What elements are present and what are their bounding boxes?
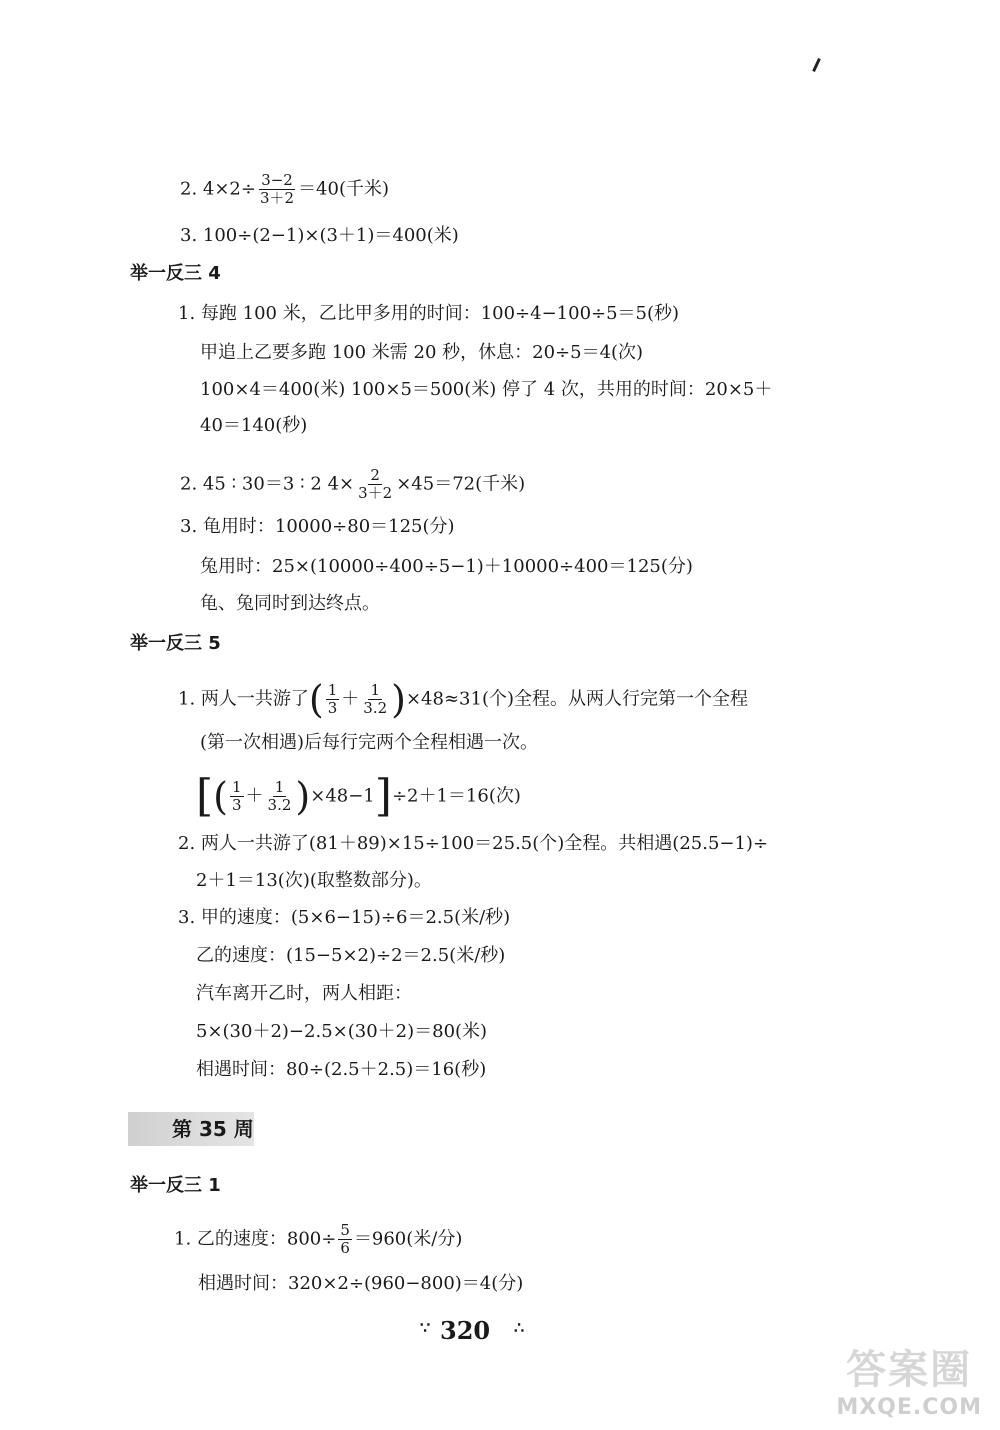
section-heading: 举一反三 4 [130, 263, 221, 284]
answer-line: [( $\frac{1}{3}$ ＋ $\frac{1}{3.2}$ )×48−1]÷2＋1＝16(次) [196, 770, 521, 822]
week-banner: 第 35 周 [128, 1112, 254, 1146]
page-number: 320 [440, 1316, 491, 1345]
watermark-logo: 答案圈 MXQE.COM [836, 1347, 982, 1420]
answer-line: 1. 乙的速度：800÷ $\frac{5}{6}$ ＝960(米/分) [174, 1221, 463, 1257]
fraction: $\frac{5}{6}$ [340, 1221, 350, 1257]
fraction: $\frac{1}{3.2}$ [267, 778, 292, 814]
answer-line: 1. 两人一共游了( $\frac{1}{3}$ ＋ $\frac{1}{3.2}$ )×48≈31(个)全程。从两人行完第一个全程 [178, 677, 748, 722]
fraction: $\frac{1}{3}$ [327, 681, 338, 717]
answer-line: 2. 4×2÷ $\frac{3-2}{3+2}$ ＝40(千米) [180, 171, 390, 207]
answer-line: (第一次相遇)后每行完两个全程相遇一次。 [200, 732, 539, 753]
answer-line: 100×4＝400(米) 100×5＝500(米) 停了 4 次，共用的时间：20×5＋ [200, 379, 773, 400]
answer-line: 乙的速度：(15−5×2)÷2＝2.5(米/秒) [196, 945, 506, 966]
answer-line: 相遇时间：80÷(2.5＋2.5)＝16(秒) [196, 1059, 487, 1080]
answer-line: 龟、兔同时到达终点。 [200, 593, 380, 614]
answer-line: 1. 每跑 100 米，乙比甲多用的时间：100÷4−100÷5＝5(秒) [178, 303, 680, 324]
answer-line: 3. 甲的速度：(5×6−15)÷6＝2.5(米/秒) [178, 907, 511, 928]
page-ornament: ∴ [514, 1318, 525, 1337]
answer-line: 2. 45 ∶ 30＝3 ∶ 2 4× $\frac{2}{3+2}$ ×45＝72(千米) [180, 466, 526, 502]
answer-line: 相遇时间：320×2÷(960−800)＝4(分) [198, 1273, 524, 1294]
answer-line: 甲追上乙要多跑 100 米需 20 秒，休息：20÷5＝4(次) [200, 342, 644, 363]
pen-mark [812, 58, 821, 72]
answer-line: 3. 龟用时：10000÷80＝125(分) [180, 516, 455, 537]
section-heading: 举一反三 1 [130, 1175, 221, 1196]
answer-line: 2. 两人一共游了(81＋89)×15÷100＝25.5(个)全程。共相遇(25.5−1)÷ [178, 833, 769, 854]
fraction: $\frac{1}{3.2}$ [363, 681, 388, 717]
page-ornament: ∵ [420, 1318, 431, 1337]
answer-line: 5×(30＋2)−2.5×(30＋2)＝80(米) [196, 1021, 488, 1042]
answer-line: 40＝140(秒) [200, 415, 308, 436]
section-heading: 举一反三 5 [130, 633, 221, 654]
answer-line: 3. 100÷(2−1)×(3＋1)＝400(米) [180, 225, 459, 246]
answer-line: 兔用时：25×(10000÷400÷5−1)＋10000÷400＝125(分) [200, 556, 693, 577]
fraction: $\frac{1}{3}$ [232, 778, 242, 814]
fraction: $\frac{3-2}{3+2}$ [259, 171, 295, 207]
answer-line: 2＋1＝13(次)(取整数部分)。 [196, 870, 432, 891]
fraction: $\frac{2}{3+2}$ [358, 466, 393, 502]
answer-line: 汽车离开乙时，两人相距： [196, 983, 412, 1004]
